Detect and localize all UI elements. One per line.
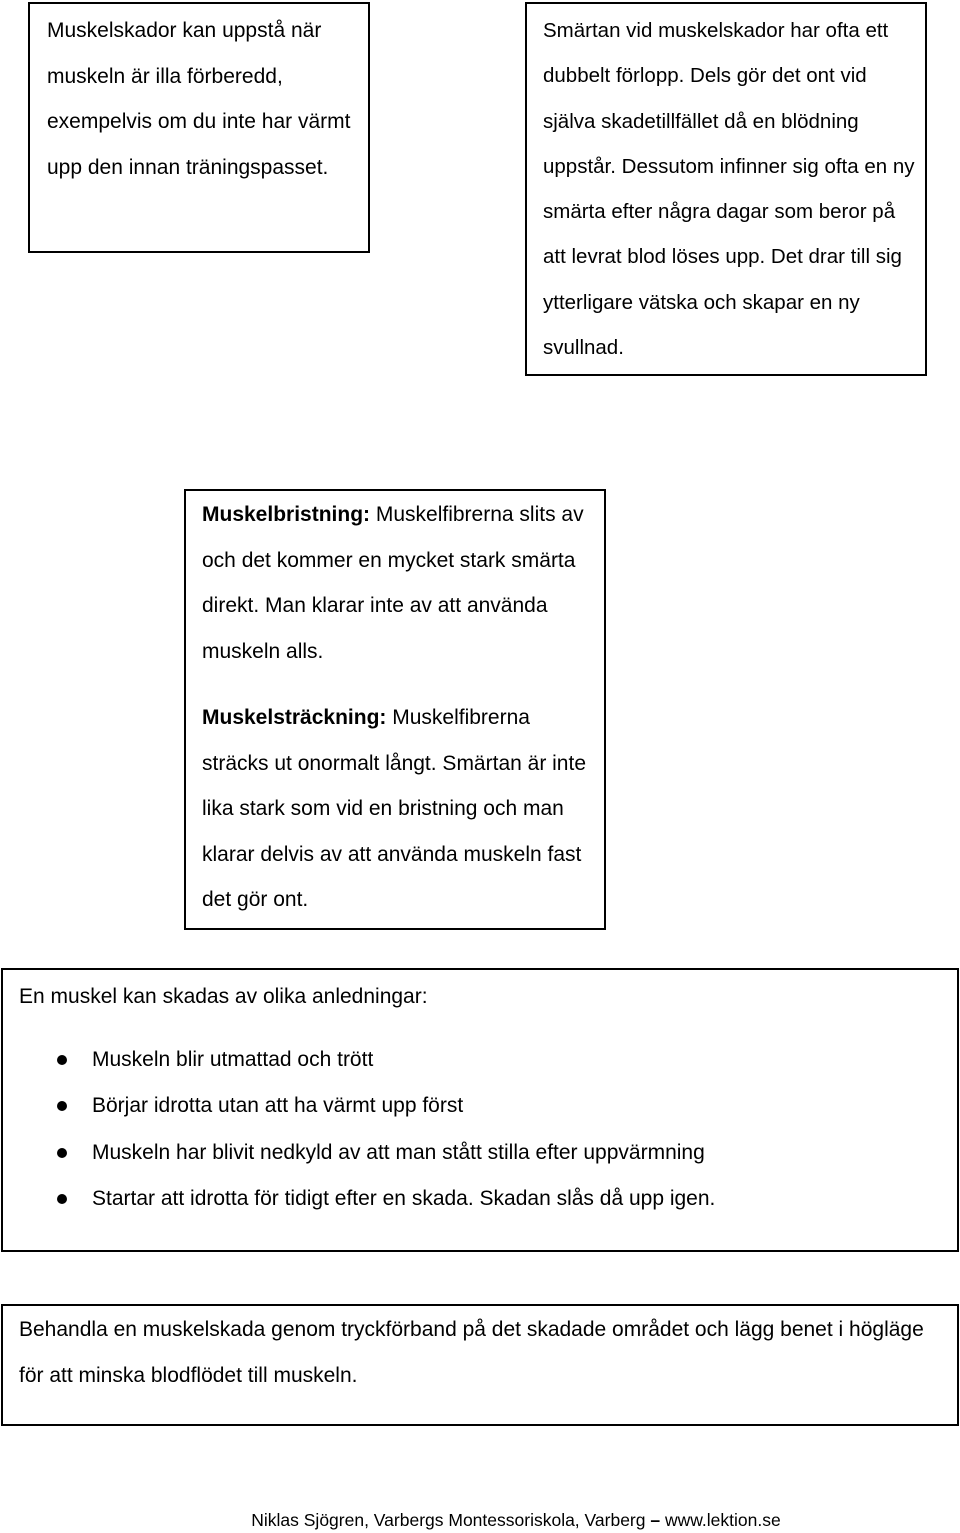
list-item bbox=[19, 1176, 947, 1223]
footer-site: www.lektion.se bbox=[664, 1510, 781, 1530]
pain-course-text: Smärtan vid muskelskador har ofta ett dubbelt förlopp. Dels gör det ont vid själva skadetillfället då en blödning uppstår. Dessutom infinner sig ofta en ny smärta efter några dagar som beror på att levrat blod löses upp. Det drar till sig ytterligare vätska och skapar en ny svullnad. bbox=[543, 19, 915, 360]
list-item-text: Börjar idrotta utan att ha värmt upp först bbox=[92, 1094, 464, 1117]
bullet-icon bbox=[57, 1148, 67, 1158]
list-item bbox=[19, 1083, 947, 1130]
treatment-textbox bbox=[1, 1304, 959, 1426]
list-item-text: Startar att idrotta för tidigt efter en skada. Skadan slås då upp igen. bbox=[92, 1187, 716, 1210]
injury-types-textbox bbox=[184, 489, 606, 930]
warmup-text: Muskelskador kan uppstå när muskeln är illa förberedd, exempelvis om du inte har värmt upp den innan träningspasset. bbox=[47, 19, 351, 179]
footer-dash: – bbox=[650, 1510, 661, 1530]
footer-author: Niklas Sjögren, Varbergs Montessoriskola, Varberg bbox=[251, 1510, 646, 1530]
list-item-text: Muskeln blir utmattad och trött bbox=[92, 1047, 374, 1071]
page-footer bbox=[0, 1508, 960, 1532]
list-item bbox=[19, 1130, 947, 1177]
list-item bbox=[19, 1037, 947, 1084]
bullet-icon bbox=[57, 1055, 67, 1065]
treatment-text: Behandla en muskelskada genom tryckförband på det skadade området och lägg benet i högläge för att minska blodflödet till muskeln. bbox=[19, 1318, 924, 1387]
bullet-icon bbox=[57, 1194, 67, 1204]
rupture-definition bbox=[202, 492, 596, 674]
strain-definition bbox=[202, 695, 596, 923]
rupture-term: Muskelbristning: bbox=[202, 503, 371, 526]
causes-textbox bbox=[1, 968, 959, 1252]
list-item-text: Muskeln har blivit nedkyld av att man stått stilla efter uppvärmning bbox=[92, 1140, 705, 1164]
strain-term: Muskelsträckning: bbox=[202, 706, 387, 729]
causes-intro: En muskel kan skadas av olika anledningar: bbox=[19, 985, 428, 1008]
causes-list bbox=[19, 1037, 947, 1223]
strain-text: Muskelfibrerna sträcks ut onormalt långt. Smärtan är inte lika stark som vid en bristning och man klarar delvis av att använda muskeln fast det gör ont. bbox=[202, 706, 586, 911]
pain-course-textbox bbox=[525, 2, 927, 376]
bullet-icon bbox=[57, 1101, 67, 1111]
warmup-textbox bbox=[28, 2, 370, 253]
rupture-text: Muskelfibrerna slits av och det kommer en mycket stark smärta direkt. Man klarar inte av att använda muskeln alls. bbox=[202, 503, 584, 663]
